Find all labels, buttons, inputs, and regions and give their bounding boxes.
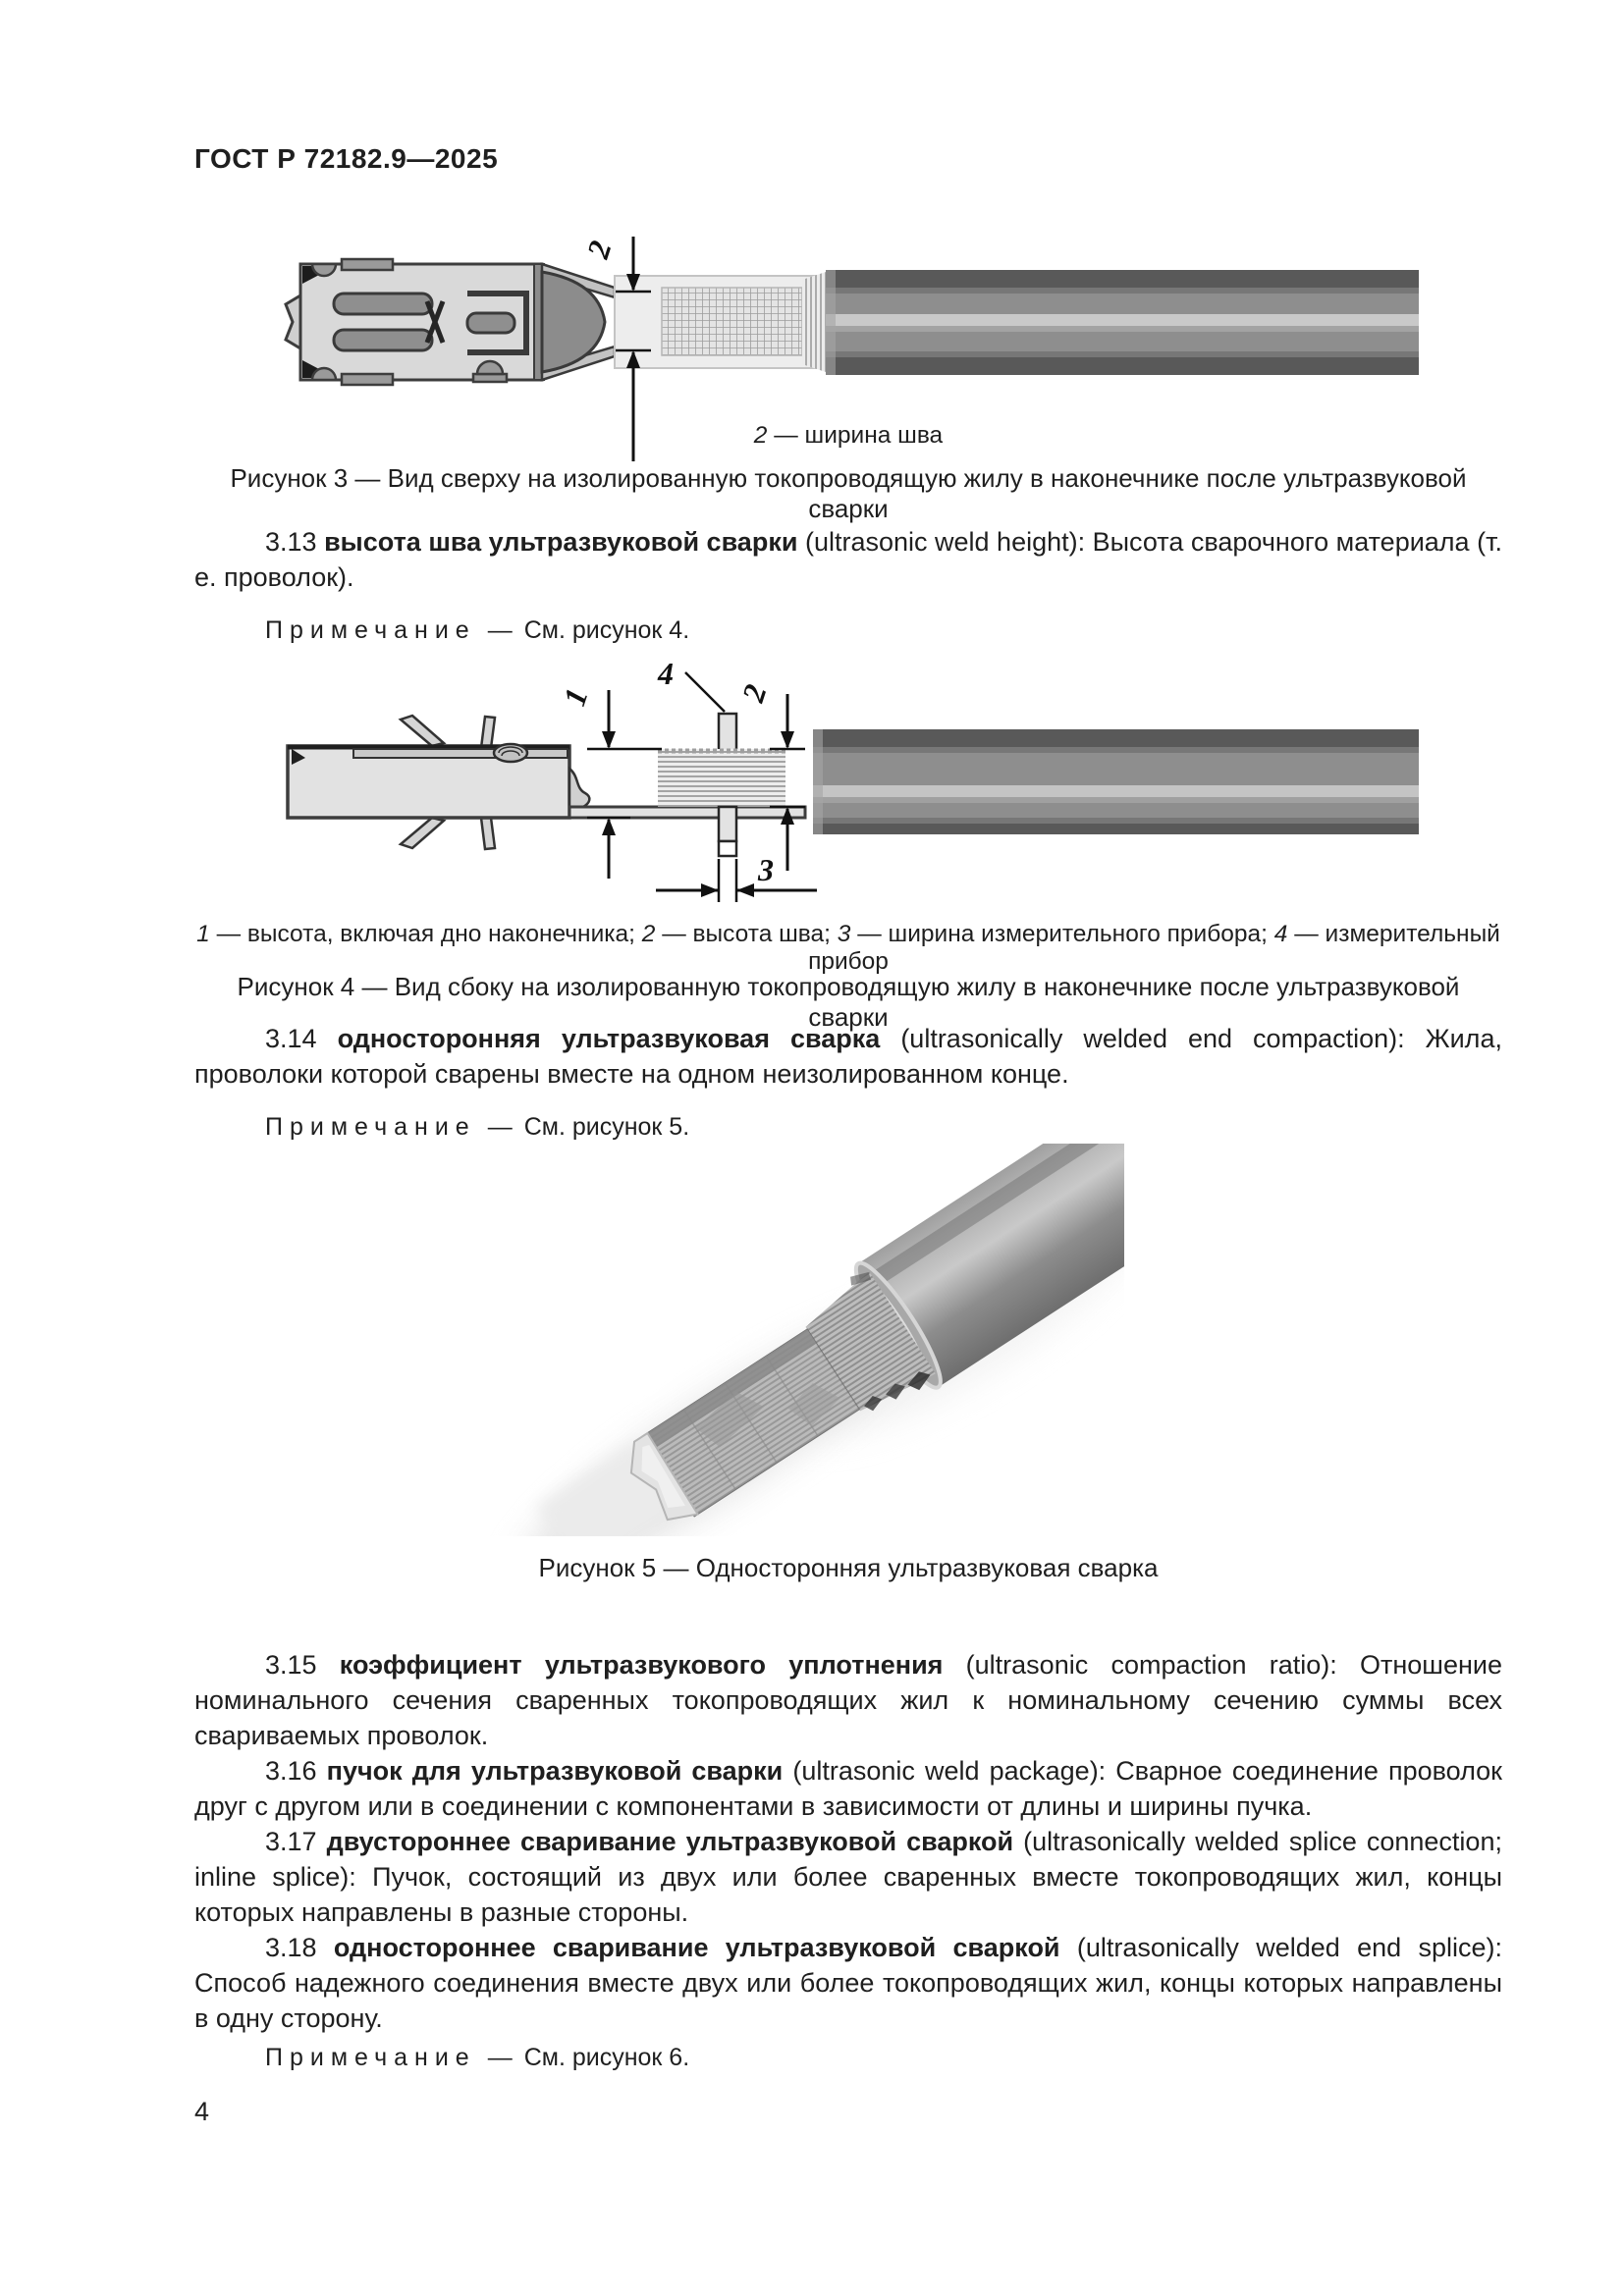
fig4-dim1-label: 1 (556, 683, 595, 711)
figure3-legend (194, 422, 1502, 450)
legend-key-number: 4 (1273, 921, 1288, 947)
term-3-14 (194, 1021, 1502, 1092)
figure5-caption: Рисунок 5 — Односторонняя ультразвуковая сварка (538, 1553, 1159, 1582)
figure5-photo (422, 1144, 1124, 1536)
term-english: (ultrasonically welded end splice): (1076, 1933, 1502, 1962)
fig4-dim2-label: 2 (734, 679, 774, 707)
insulated-wire (826, 270, 1419, 375)
term-english: (ultrasonic weld height): (804, 527, 1086, 557)
note-text: См. рисунок 5. (523, 1113, 690, 1141)
legend-key-text: — высота, включая дно наконечника; (209, 921, 642, 947)
term-definition: Способ надежного соединения вместе двух или более токопроводящих жил, концы которых направлены в одну сторону. (194, 1968, 1502, 2033)
term-definition: Сварное соединение проволок друг с другом или в соединении с компонентами в зависимости от длины и ширины пучка. (194, 1756, 1502, 1821)
document-number: ГОСТ Р 72182.9—2025 (194, 143, 499, 174)
page-number: 4 (194, 2097, 210, 2126)
note-see-figure5 (265, 1113, 689, 1142)
term-number: 3.16 (265, 1756, 317, 1786)
leader-line-4 (685, 672, 725, 712)
figure3-caption: Рисунок 3 — Вид сверху на изолированную токопроводящую жилу в наконечнике после ультразвуковой сварки (230, 463, 1467, 523)
cable (520, 1144, 1124, 1536)
note-dash: — (487, 2044, 513, 2071)
note-see-figure6 (265, 2044, 689, 2072)
term-title: коэффициент ультразвукового уплотнения (339, 1650, 944, 1680)
term-english: (ultrasonically welded end compaction): (900, 1024, 1405, 1053)
fig4-dim4-label: 4 (658, 656, 674, 691)
term-3-18 (194, 1930, 1502, 2036)
term-definition: Отношение номинального сечения сваренных токопроводящих жил к номинальному сечению суммы всех свариваемых проволок. (194, 1650, 1502, 1750)
legend-key-text: — ширина измерительного прибора; (850, 921, 1274, 947)
term-english: (ultrasonic weld package): (792, 1756, 1107, 1786)
measuring-device-lower (719, 807, 736, 856)
term-title: односторонняя ультразвуковая сварка (337, 1024, 881, 1053)
note-see-figure4 (265, 616, 689, 645)
term-definition: Жила, проволоки которой сварены вместе на одном неизолированном конце. (194, 1024, 1502, 1089)
term-title: высота шва ультразвуковой сварки (324, 527, 798, 557)
fig3-dim2-label: 2 (579, 236, 619, 263)
term-english: (ultrasonically welded splice connection; inline splice): (194, 1827, 1502, 1892)
term-title: пучок для ультразвуковой сварки (326, 1756, 784, 1786)
dimension-device-width (656, 859, 817, 902)
term-3-15 (194, 1647, 1502, 1753)
legend-key-number: 1 (196, 921, 210, 947)
term-number: 3.15 (265, 1650, 317, 1680)
weld-seam (658, 749, 785, 807)
legend-key-number: 2 (753, 422, 768, 449)
term-title: одностороннее сваривание ультразвуковой сваркой (333, 1933, 1060, 1962)
legend-key-number: 3 (837, 921, 851, 947)
insulated-wire-side (813, 729, 1419, 834)
legend-key-text: — измерительный прибор (808, 921, 1500, 975)
term-number: 3.13 (265, 527, 317, 557)
legend-key-number: 2 (641, 921, 656, 947)
term-definition: Пучок, состоящий из двух или более сваренных вместе токопроводящих жил, концы которых направлены в разные стороны. (194, 1862, 1502, 1927)
terminal-funnel (542, 264, 615, 380)
note-label: Примечание (265, 1113, 476, 1141)
terminal-top-view (286, 259, 544, 385)
term-3-17 (194, 1824, 1502, 1930)
term-number: 3.17 (265, 1827, 317, 1856)
term-number: 3.18 (265, 1933, 317, 1962)
term-number: 3.14 (265, 1024, 317, 1053)
term-title: двустороннее сваривание ультразвуковой сваркой (326, 1827, 1014, 1856)
note-label: Примечание (265, 616, 476, 644)
term-3-16 (194, 1753, 1502, 1824)
term-definition: Высота сварочного материала (т. е. проволок). (194, 527, 1502, 592)
figure4-caption: Рисунок 4 — Вид сбоку на изолированную токопроводящую жилу в наконечнике после ультразвуковой сварки (237, 972, 1460, 1032)
note-text: См. рисунок 4. (523, 616, 690, 644)
figure4-drawing (187, 643, 1434, 937)
weld-zone (615, 272, 826, 372)
legend-key-text: — высота шва; (655, 921, 838, 947)
legend-key-text: — ширина шва (767, 422, 944, 449)
figure4-legend (194, 921, 1502, 976)
note-label: Примечание (265, 2044, 476, 2071)
note-dash: — (487, 616, 513, 644)
measuring-device (719, 714, 736, 751)
note-text: См. рисунок 6. (523, 2044, 690, 2071)
note-dash: — (487, 1113, 513, 1141)
term-3-13 (194, 524, 1502, 595)
fig4-dim3-label: 3 (758, 852, 774, 887)
term-english: (ultrasonic compaction ratio): (965, 1650, 1337, 1680)
dimension-height-total (587, 690, 662, 879)
